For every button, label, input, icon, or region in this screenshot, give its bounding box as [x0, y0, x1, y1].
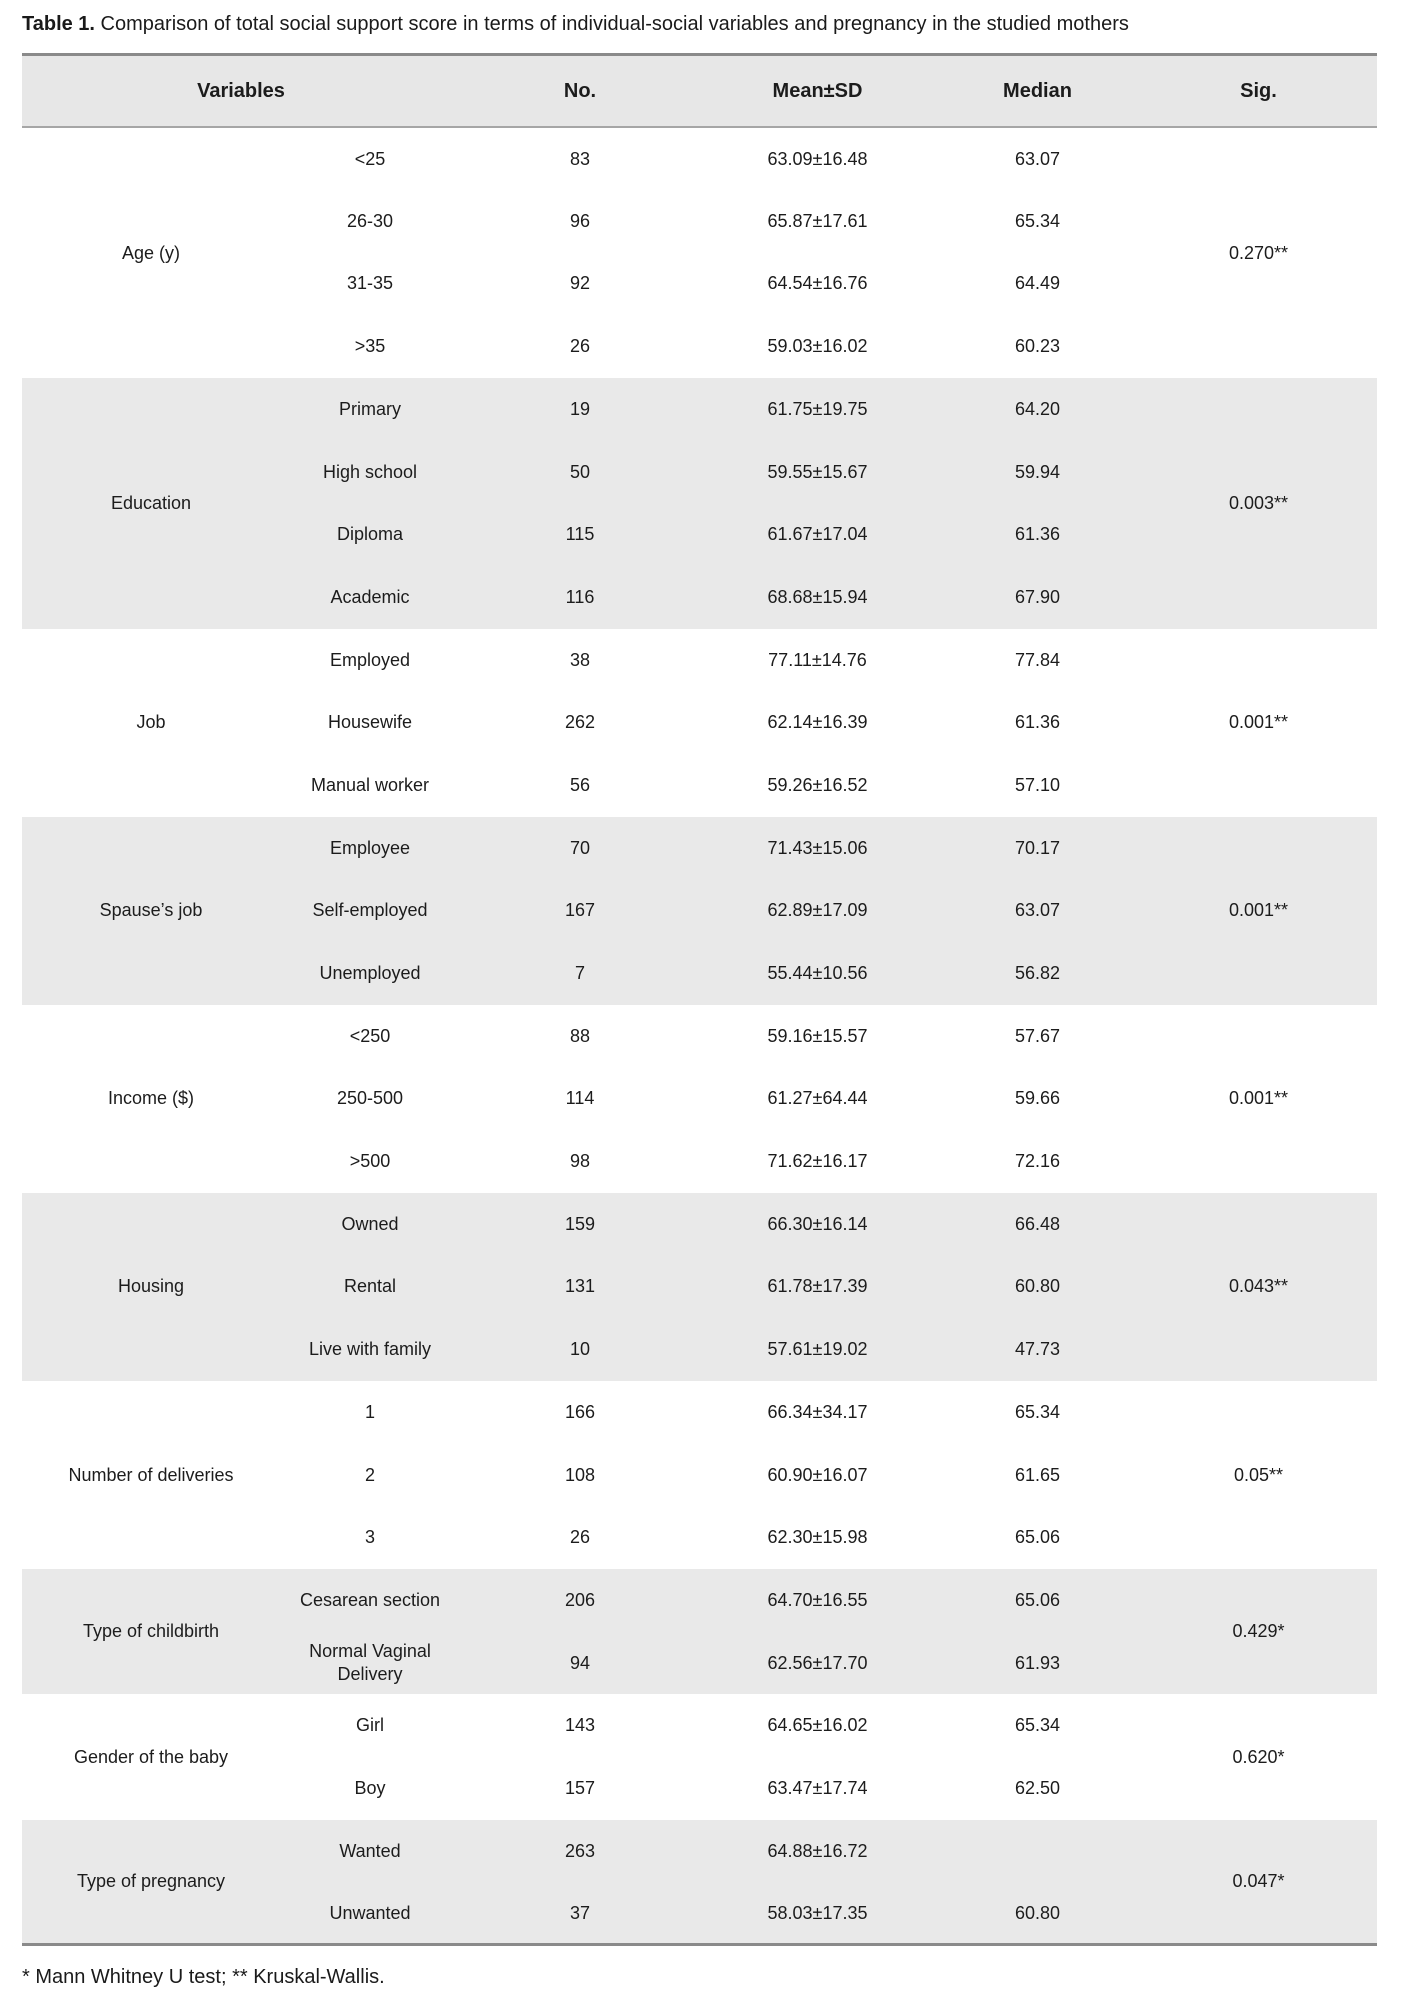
cell-mean-sd: 59.16±15.57 — [767, 1025, 868, 1046]
cell-median: 65.34 — [1014, 1401, 1061, 1422]
cell-no: 94 — [460, 1632, 700, 1695]
cell-no: 26 — [569, 1527, 591, 1548]
cell-no: 10 — [460, 1318, 700, 1381]
table-row — [22, 1694, 1377, 1757]
cell-median: 65.34 — [1014, 1715, 1061, 1736]
cell-category: 31-35 — [346, 273, 394, 294]
cell-mean-sd: 71.43±15.06 — [700, 817, 935, 880]
table-row — [22, 1005, 1377, 1068]
cell-mean-sd: 64.54±16.76 — [767, 273, 868, 294]
cell-sig: 0.05** — [1233, 1464, 1284, 1485]
cell-sig: 0.001** — [1228, 712, 1289, 733]
cell-median: 59.66 — [1014, 1088, 1061, 1109]
header-no: No. — [460, 55, 700, 128]
cell-category: Housewife — [327, 712, 413, 733]
cell-mean-sd: 61.27±64.44 — [767, 1088, 868, 1109]
cell-sig: 0.001** — [1140, 817, 1377, 1005]
cell-no: 157 — [564, 1777, 596, 1798]
cell-category: Wanted — [280, 1820, 460, 1883]
header-variables: Variables — [22, 55, 460, 128]
cell-mean-sd: 62.89±17.09 — [700, 879, 935, 942]
cell-mean-sd: 62.56±17.70 — [700, 1632, 935, 1695]
cell-category: Employee — [280, 817, 460, 880]
cell-category: Diploma — [280, 503, 460, 566]
cell-no: 115 — [460, 503, 700, 566]
cell-category: 2 — [364, 1464, 375, 1485]
cell-no: 83 — [569, 148, 591, 169]
cell-median: 57.67 — [1014, 1025, 1061, 1046]
table-header — [22, 55, 1377, 128]
cell-median: 77.84 — [1014, 649, 1061, 670]
variable-group-label: Education — [22, 378, 280, 629]
cell-median: 64.49 — [1014, 273, 1061, 294]
cell-mean-sd: 60.90±16.07 — [767, 1464, 868, 1485]
cell-median: 63.07 — [935, 879, 1140, 942]
cell-no: 19 — [460, 378, 700, 441]
cell-no: 92 — [569, 273, 591, 294]
cell-mean-sd: 59.26±16.52 — [767, 774, 868, 795]
cell-mean-sd: 59.03±16.02 — [767, 336, 868, 357]
cell-sig: 0.043** — [1140, 1193, 1377, 1381]
cell-median: 67.90 — [935, 566, 1140, 629]
table-row — [22, 1820, 1377, 1883]
header-sig: Sig. — [1140, 55, 1377, 128]
cell-mean-sd: 66.30±16.14 — [700, 1193, 935, 1256]
cell-median — [935, 1820, 1140, 1883]
table-caption-label: Table 1. — [22, 13, 95, 35]
cell-mean-sd: 57.61±19.02 — [700, 1318, 935, 1381]
cell-median: 64.20 — [935, 378, 1140, 441]
cell-median: 72.16 — [1014, 1151, 1061, 1172]
cell-mean-sd: 64.70±16.55 — [700, 1569, 935, 1632]
variable-group-label: Type of pregnancy — [22, 1820, 280, 1945]
cell-mean-sd: 59.55±15.67 — [700, 440, 935, 503]
cell-median: 63.07 — [1014, 148, 1061, 169]
cell-no: 70 — [460, 817, 700, 880]
support-score-table — [22, 53, 1377, 1946]
cell-no: 50 — [460, 440, 700, 503]
cell-no: 206 — [460, 1569, 700, 1632]
cell-category: Unemployed — [280, 942, 460, 1005]
cell-median: 70.17 — [935, 817, 1140, 880]
cell-median: 65.34 — [1014, 210, 1061, 231]
cell-median: 61.93 — [935, 1632, 1140, 1695]
cell-mean-sd: 63.09±16.48 — [767, 148, 868, 169]
cell-no: 167 — [460, 879, 700, 942]
cell-median: 59.94 — [935, 440, 1140, 503]
cell-no: 116 — [460, 566, 700, 629]
cell-mean-sd: 62.14±16.39 — [767, 712, 868, 733]
cell-median: 66.48 — [935, 1193, 1140, 1256]
cell-category: Boy — [354, 1777, 386, 1798]
cell-mean-sd: 58.03±17.35 — [700, 1882, 935, 1945]
cell-mean-sd: 55.44±10.56 — [700, 942, 935, 1005]
cell-no: 114 — [565, 1088, 595, 1109]
cell-category: Normal Vaginal Delivery — [280, 1632, 460, 1695]
cell-no: 166 — [564, 1401, 596, 1422]
cell-sig: 0.429* — [1140, 1569, 1377, 1694]
cell-median: 65.06 — [935, 1569, 1140, 1632]
cell-category: Employed — [329, 649, 411, 670]
table-footnote: * Mann Whitney U test; ** Kruskal-Wallis. — [22, 1966, 385, 1989]
cell-sig: 0.620* — [1232, 1746, 1285, 1767]
cell-category: >500 — [349, 1151, 391, 1172]
cell-no: 98 — [569, 1151, 591, 1172]
table-row — [22, 378, 1377, 441]
cell-no: 159 — [460, 1193, 700, 1256]
variable-group-label: Income ($) — [107, 1088, 195, 1109]
cell-mean-sd: 64.65±16.02 — [767, 1715, 868, 1736]
table-body — [22, 127, 1377, 1945]
table-caption — [22, 10, 1377, 38]
table-caption-text: Comparison of total social support score in terms of individual-social variables and pregnancy in the studied mothers — [95, 13, 1129, 35]
variable-group-label: Type of childbirth — [22, 1569, 280, 1694]
cell-mean-sd: 61.75±19.75 — [700, 378, 935, 441]
cell-median: 57.10 — [1014, 774, 1061, 795]
cell-category: Self-employed — [280, 879, 460, 942]
cell-category: 3 — [364, 1527, 375, 1548]
cell-mean-sd: 64.88±16.72 — [700, 1820, 935, 1883]
cell-no: 143 — [564, 1715, 596, 1736]
cell-sig: 0.270** — [1228, 242, 1289, 263]
variable-group-label: Gender of the baby — [73, 1746, 229, 1767]
variable-group-label: Job — [136, 712, 166, 733]
cell-category: Rental — [280, 1255, 460, 1318]
cell-category: <25 — [354, 148, 386, 169]
cell-sig: 0.047* — [1140, 1820, 1377, 1945]
cell-no: 262 — [564, 712, 596, 733]
cell-median: 61.36 — [1014, 712, 1061, 733]
cell-no: 26 — [569, 336, 591, 357]
cell-median: 60.80 — [935, 1882, 1140, 1945]
cell-median: 65.06 — [1014, 1527, 1061, 1548]
variable-group-label: Housing — [22, 1193, 280, 1381]
variable-group-label: Age (y) — [121, 242, 181, 263]
cell-category: Live with family — [280, 1318, 460, 1381]
cell-median: 60.23 — [1014, 336, 1061, 357]
header-median: Median — [935, 55, 1140, 128]
cell-no: 37 — [460, 1882, 700, 1945]
cell-mean-sd: 61.78±17.39 — [700, 1255, 935, 1318]
cell-mean-sd: 61.67±17.04 — [700, 503, 935, 566]
cell-no: 38 — [569, 649, 591, 670]
header-mean-sd: Mean±SD — [700, 55, 935, 128]
cell-mean-sd: 62.30±15.98 — [767, 1527, 868, 1548]
table-row — [22, 1193, 1377, 1256]
cell-median: 61.65 — [1014, 1464, 1061, 1485]
table-row — [22, 1569, 1377, 1632]
cell-category: 26-30 — [346, 210, 394, 231]
cell-sig: 0.001** — [1228, 1088, 1289, 1109]
cell-no: 56 — [569, 774, 591, 795]
cell-category: High school — [280, 440, 460, 503]
cell-category: 250-500 — [336, 1088, 404, 1109]
cell-category: Academic — [280, 566, 460, 629]
cell-no: 131 — [460, 1255, 700, 1318]
cell-category: Unwanted — [280, 1882, 460, 1945]
variable-group-label: Spause’s job — [22, 817, 280, 1005]
table-row — [22, 817, 1377, 880]
cell-category: Cesarean section — [280, 1569, 460, 1632]
cell-mean-sd: 68.68±15.94 — [700, 566, 935, 629]
table-header-row — [22, 55, 1377, 128]
variable-group-label: Number of deliveries — [68, 1464, 234, 1485]
cell-category: Manual worker — [310, 774, 430, 795]
cell-category: Owned — [280, 1193, 460, 1256]
cell-no: 108 — [564, 1464, 596, 1485]
cell-mean-sd: 77.11±14.76 — [768, 649, 867, 670]
cell-no: 263 — [460, 1820, 700, 1883]
cell-median: 61.36 — [935, 503, 1140, 566]
cell-category: Girl — [356, 1715, 384, 1736]
cell-category: 1 — [364, 1401, 375, 1422]
cell-no: 7 — [460, 942, 700, 1005]
cell-sig: 0.003** — [1140, 378, 1377, 629]
cell-no: 96 — [569, 210, 591, 231]
table-row — [22, 127, 1377, 190]
cell-mean-sd: 66.34±34.17 — [767, 1401, 868, 1422]
cell-no: 88 — [569, 1025, 591, 1046]
cell-median: 56.82 — [935, 942, 1140, 1005]
cell-category: <250 — [349, 1025, 391, 1046]
cell-median: 47.73 — [935, 1318, 1140, 1381]
cell-category: Primary — [280, 378, 460, 441]
cell-mean-sd: 65.87±17.61 — [767, 210, 868, 231]
cell-mean-sd: 71.62±16.17 — [767, 1151, 868, 1172]
cell-category: >35 — [354, 336, 386, 357]
cell-median: 60.80 — [935, 1255, 1140, 1318]
cell-median: 62.50 — [1014, 1777, 1061, 1798]
cell-mean-sd: 63.47±17.74 — [767, 1777, 868, 1798]
table-row — [22, 629, 1377, 692]
table-row — [22, 1381, 1377, 1444]
